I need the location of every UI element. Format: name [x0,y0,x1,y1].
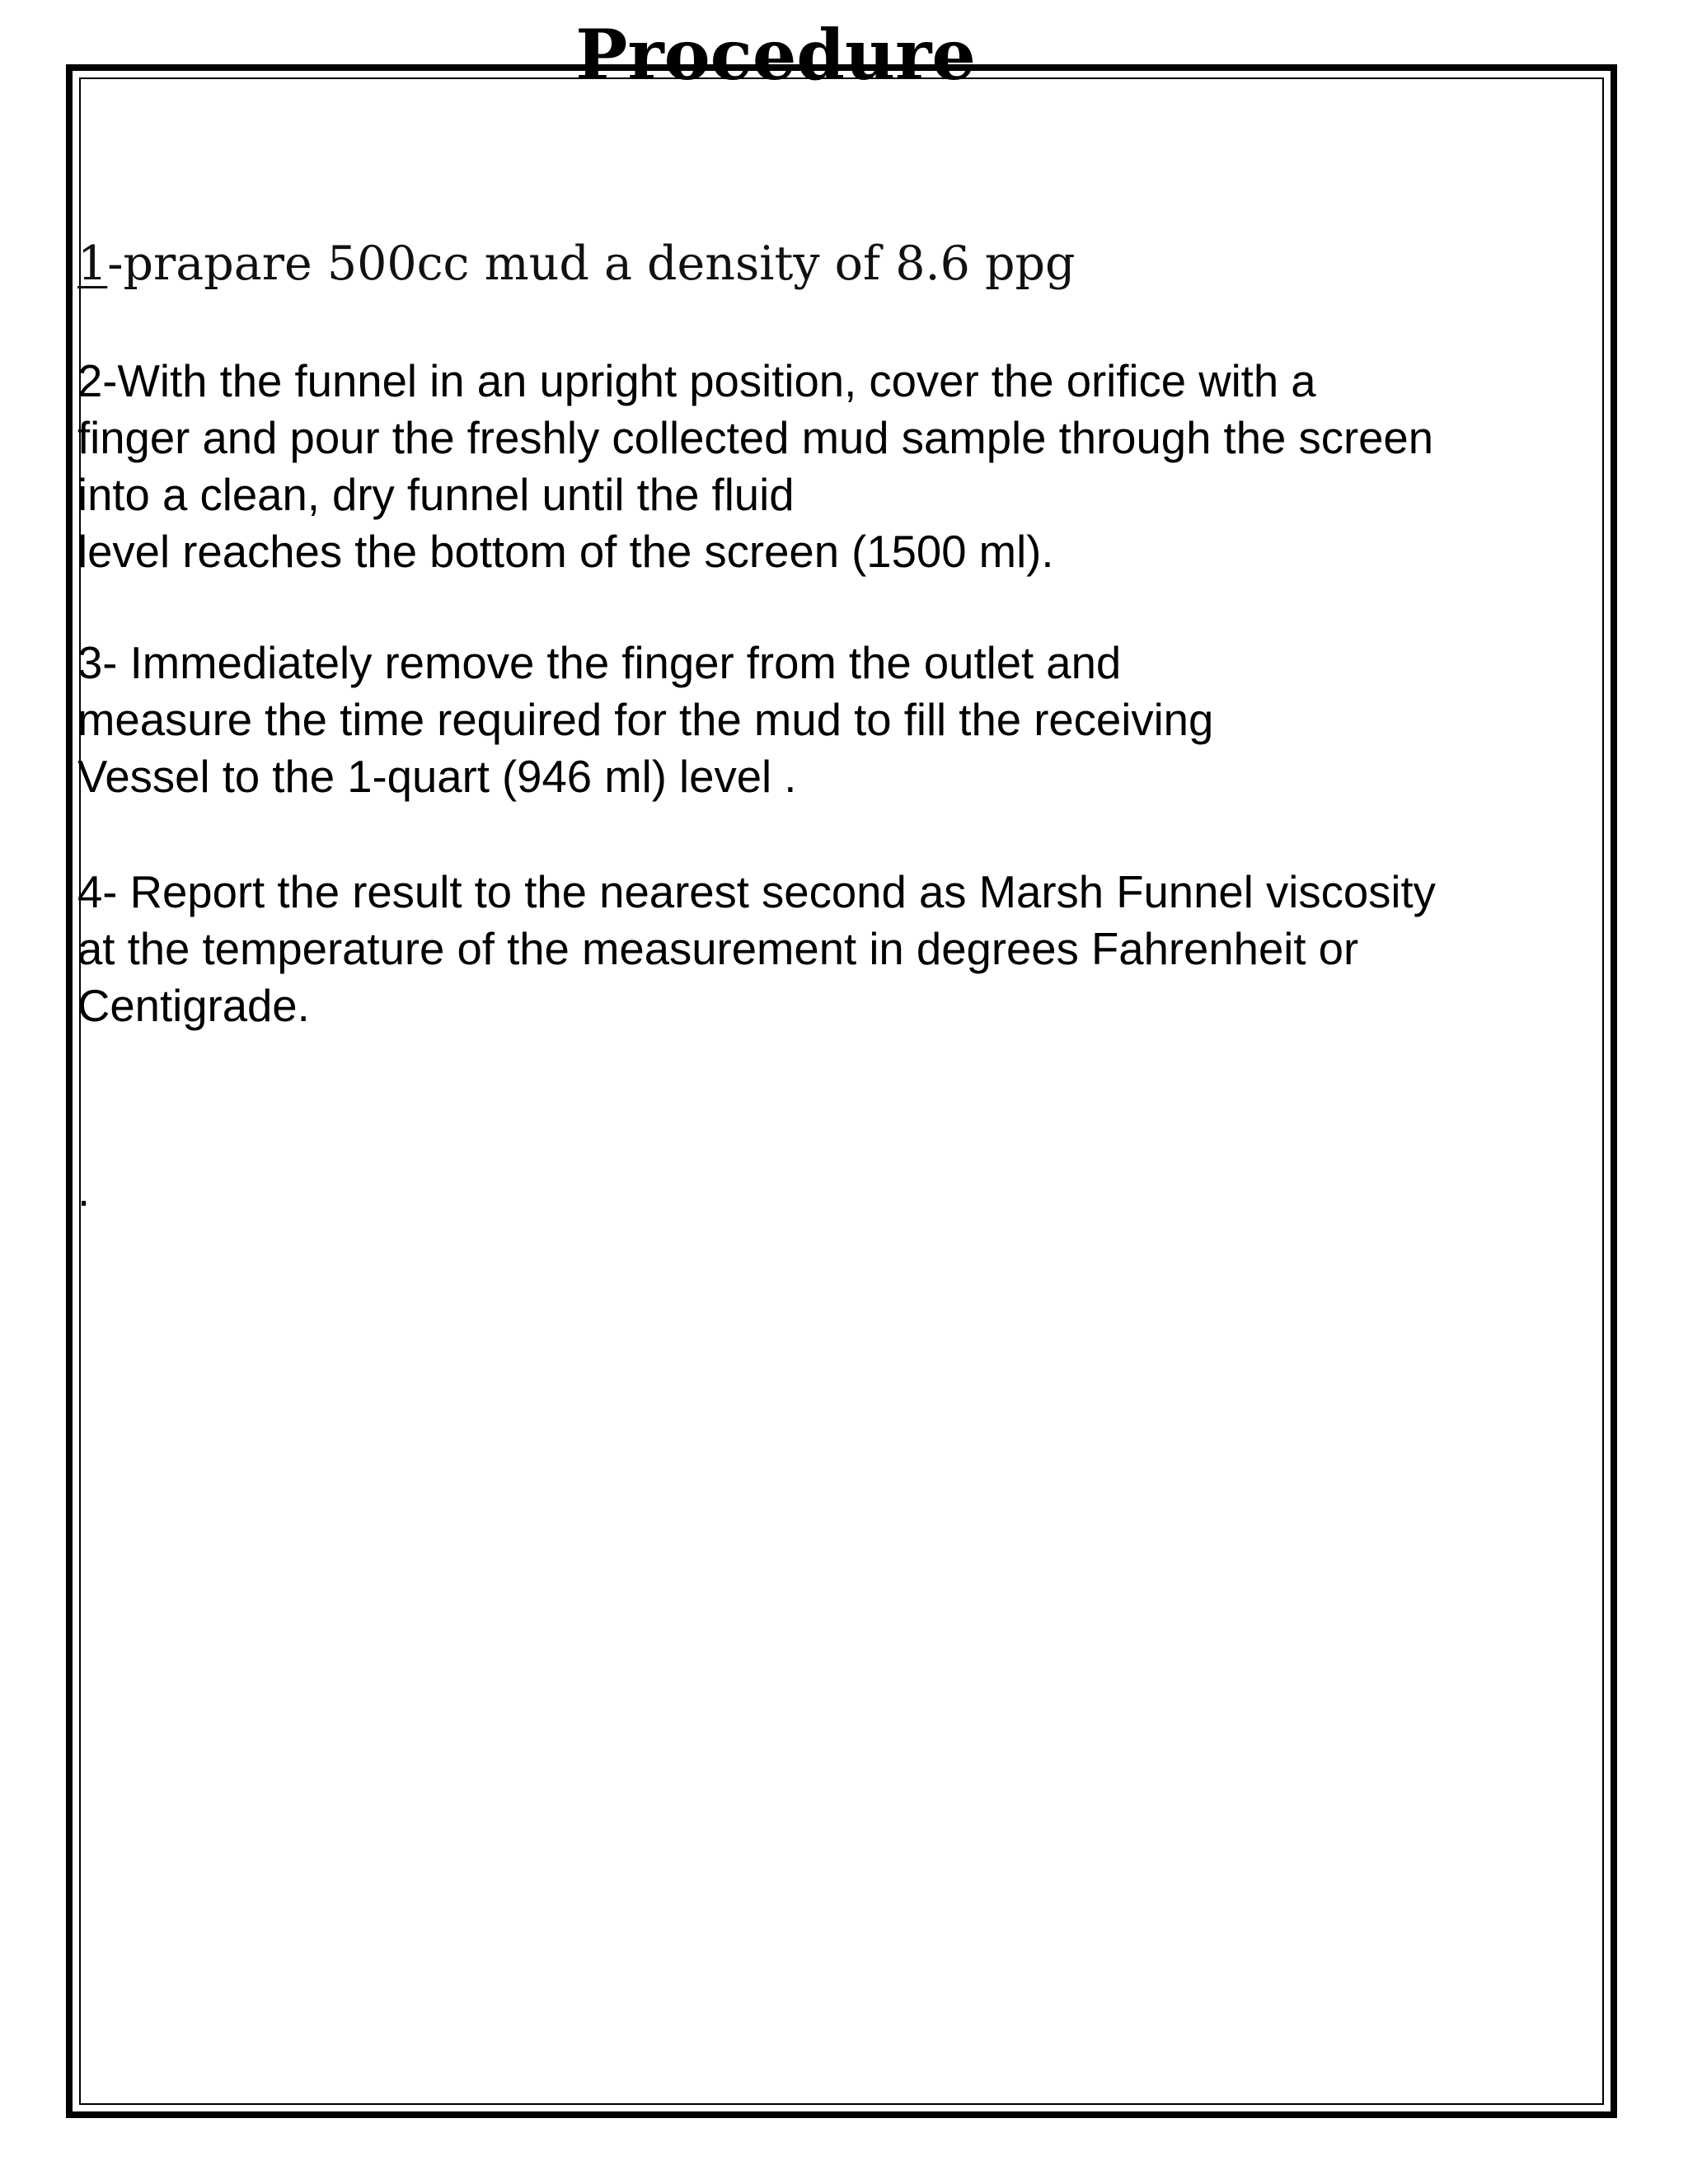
step-2-line: level reaches the bottom of the screen (1500 ml). [77,527,1054,577]
step-3-line: 3- Immediately remove the finger from the outlet and [77,638,1122,688]
step-2-line: 2-With the funnel in an upright position, cover the orifice with a [77,356,1316,406]
step-2-line: into a clean, dry funnel until the fluid [77,470,795,520]
step-2-line: finger and pour the freshly collected mud sample through the screen [77,413,1434,463]
page-title: Procedure [575,14,976,96]
step-1-text: -prapare 500cc mud a density of 8.6 ppg [107,237,1076,291]
trailing-mark: . [77,1165,91,1216]
step-1 [77,235,1075,293]
step-3-line: measure the time required for the mud to fill the receiving [77,695,1214,745]
step-2 [77,353,1433,580]
step-4-line: at the temperature of the measurement in degrees Fahrenheit or [77,924,1359,974]
step-3-line: Vessel to the 1-quart (946 ml) level . [77,752,797,802]
step-3 [77,635,1213,805]
step-4-line: Centigrade. [77,981,310,1031]
step-4-line: 4- Report the result to the nearest second as Marsh Funnel viscosity [77,867,1436,917]
step-4 [77,864,1436,1034]
step-1-number: 1 [77,237,108,291]
